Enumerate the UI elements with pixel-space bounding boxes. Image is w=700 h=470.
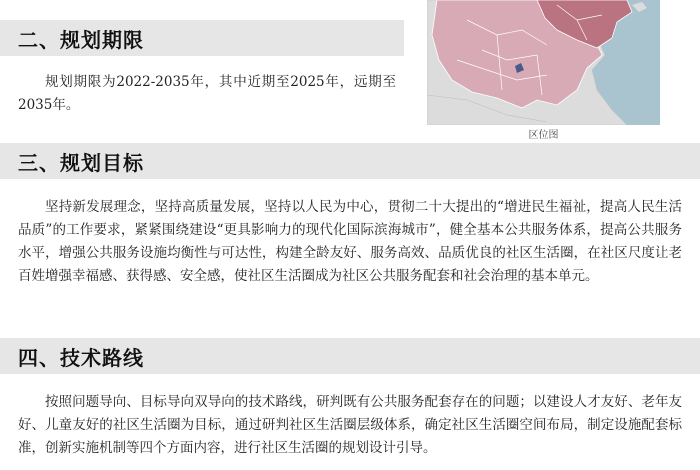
section-paragraph: 规划期限为2022-2035年，其中近期至2025年，远期至2035年。 [18,74,396,113]
location-map [427,0,660,125]
section-title: 四、技术路线 [18,345,144,370]
section-paragraph: 坚持新发展理念，坚持高质量发展，坚持以人民为中心，贯彻二十大提出的“增进民生福祉，提高人民生活品质”的工作要求，紧紧围绕建设“更具影响力的现代化国际滨海城市”，健全基本公共服务体系，提高公共服务水平，增强公共服务设施均衡性与可达性，构建全龄友好、服务高效、品质优良的社区生活圈，在社区尺度让老百姓增强幸福感、获得感、安全感，使社区生活圈成为社区公共服务配套和社会治理的基本单元。 [18,199,682,284]
map-caption: 区位图 [528,130,559,141]
section-paragraph: 按照问题导向、目标导向双导向的技术路线，研判既有公共服务配套存在的问题；以建设人才友好、老年友好、儿童友好的社区生活圈为目标，通过研判社区生活圈层级体系，确定社区生活圈空间布局，制定设施配套标准，创新实施机制等四个方面内容，进行社区生活圈的规划设计引导。 [18,394,682,456]
section-header-goals [0,143,700,179]
location-map-graphic [427,0,660,125]
section-header-period [0,20,404,56]
section-title: 三、规划目标 [18,150,144,175]
section-title: 二、规划期限 [18,27,144,52]
section-header-technical-route [0,338,700,374]
